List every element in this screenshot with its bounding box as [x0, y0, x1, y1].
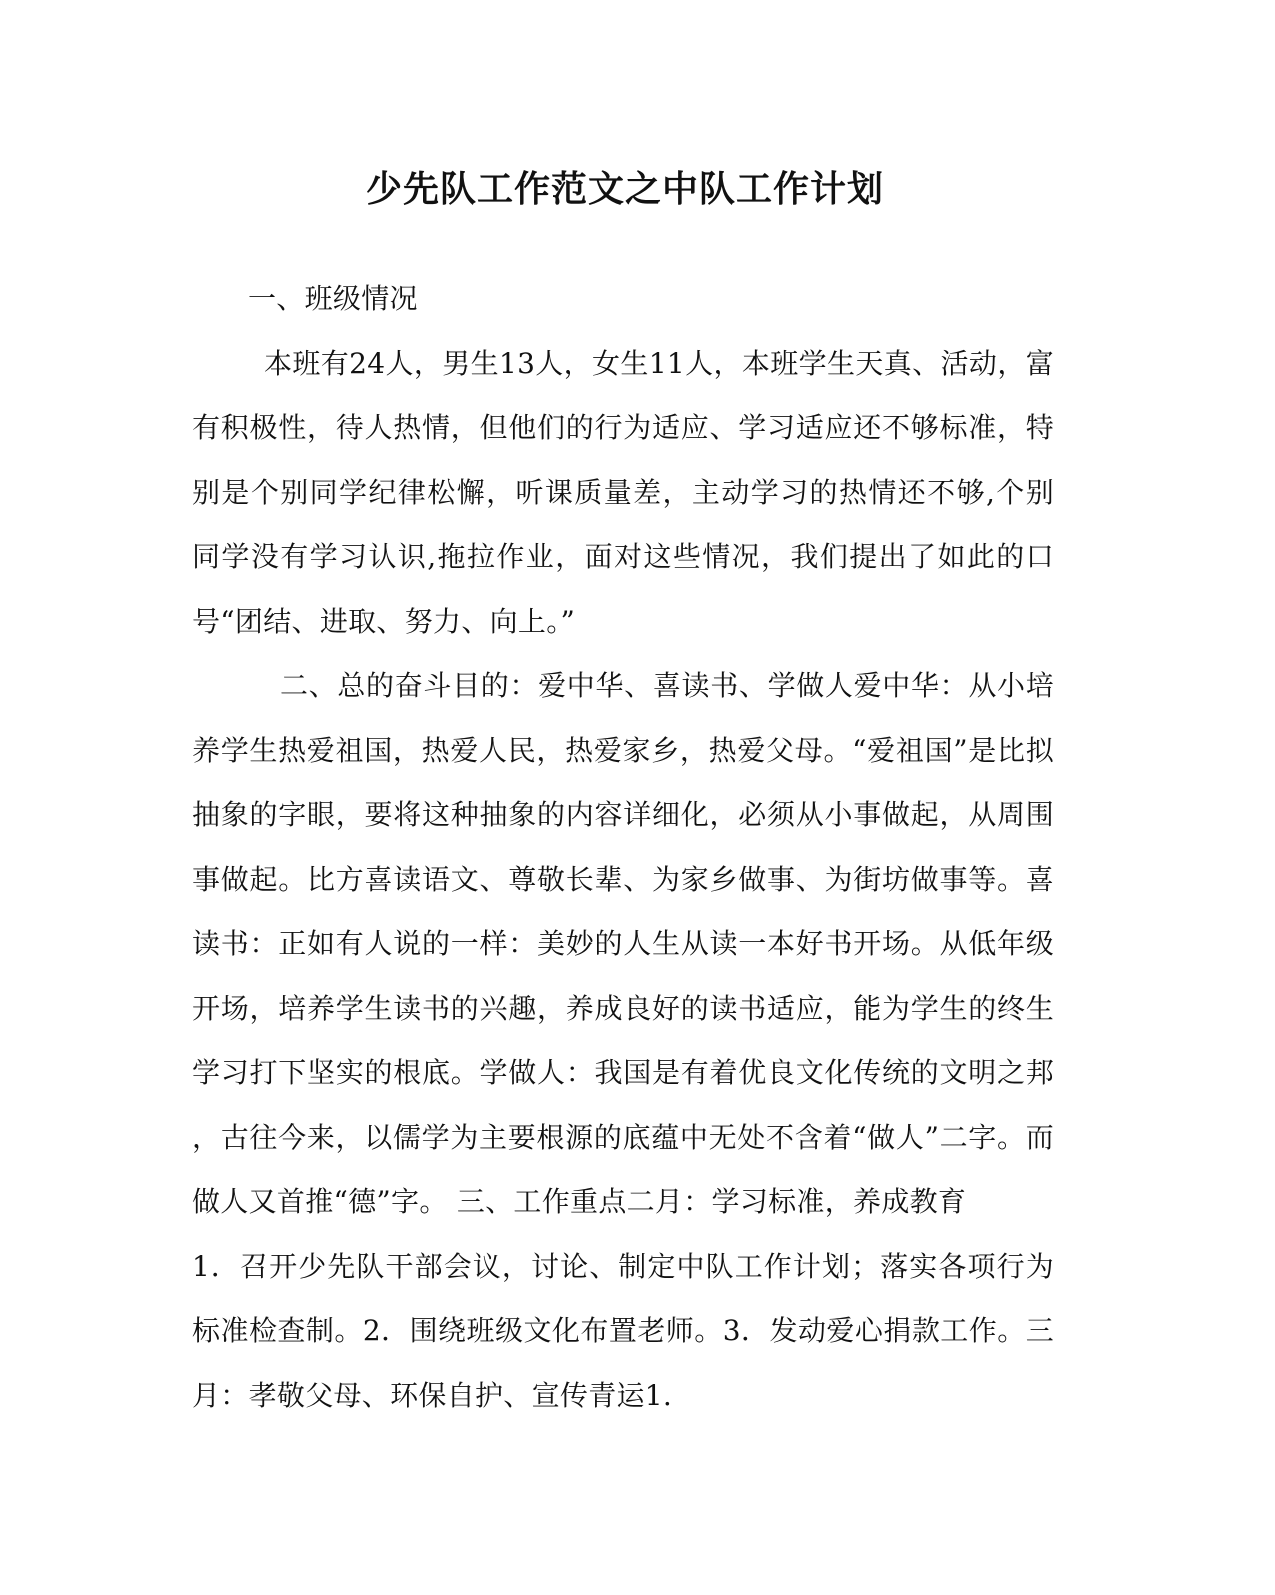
paragraph-line: 1．召开少先队干部会议，讨论、制定中队工作计划；落实各项行为	[192, 1249, 1054, 1283]
paragraph-line: 开场，培养学生读书的兴趣，养成良好的读书适应，能为学生的终生	[192, 991, 1054, 1025]
document-body	[192, 267, 1054, 1428]
paragraph-line: 抽象的字眼，要将这种抽象的内容详细化，必须从小事做起，从周围	[192, 798, 1054, 831]
paragraph-line: 做人又首推“德”字。 三、工作重点二月：学习标准，养成教育	[192, 1185, 967, 1218]
paragraph-line: 学习打下坚实的根底。学做人：我国是有着优良文化传统的文明之邦	[192, 1056, 1054, 1089]
paragraph-line: 本班有24人，男生13人，女生11人，本班学生天真、活动，富	[264, 346, 1054, 380]
paragraph-line: 号“团结、进取、努力、向上。”	[192, 604, 576, 638]
paragraph-line: 标准检查制。2．围绕班级文化布置老师。3．发动爱心捐款工作。三	[192, 1314, 1054, 1347]
paragraph-line: 别是个别同学纪律松懈，听课质量差，主动学习的热情还不够,个别	[192, 475, 1054, 509]
page-title: 少先队工作范文之中队工作计划	[365, 168, 884, 210]
paragraph-line: 同学没有学习认识,拖拉作业，面对这些情况，我们提出了如此的口	[192, 540, 1054, 573]
paragraph-line: 养学生热爱祖国，热爱人民，热爱家乡，热爱父母。“爱祖国”是比拟	[192, 733, 1054, 767]
paragraph-line: 月：孝敬父母、环保自护、宣传青运1.	[192, 1378, 673, 1412]
section-heading-class-situation: 一、班级情况	[248, 282, 418, 315]
paragraph-line: ，古往今来，以儒学为主要根源的底蕴中无处不含着“做人”二字。而	[192, 1120, 1054, 1154]
paragraph-line: 事做起。比方喜读语文、尊敬长辈、为家乡做事、为街坊做事等。喜	[192, 862, 1054, 896]
section-heading-goals: 二、总的奋斗目的：爱中华、喜读书、学做人爱中华：从小培	[280, 669, 1054, 702]
paragraph-line: 读书：正如有人说的一样：美妙的人生从读一本好书开场。从低年级	[192, 927, 1054, 960]
paragraph-line: 有积极性，待人热情，但他们的行为适应、学习适应还不够标准，特	[192, 411, 1054, 444]
